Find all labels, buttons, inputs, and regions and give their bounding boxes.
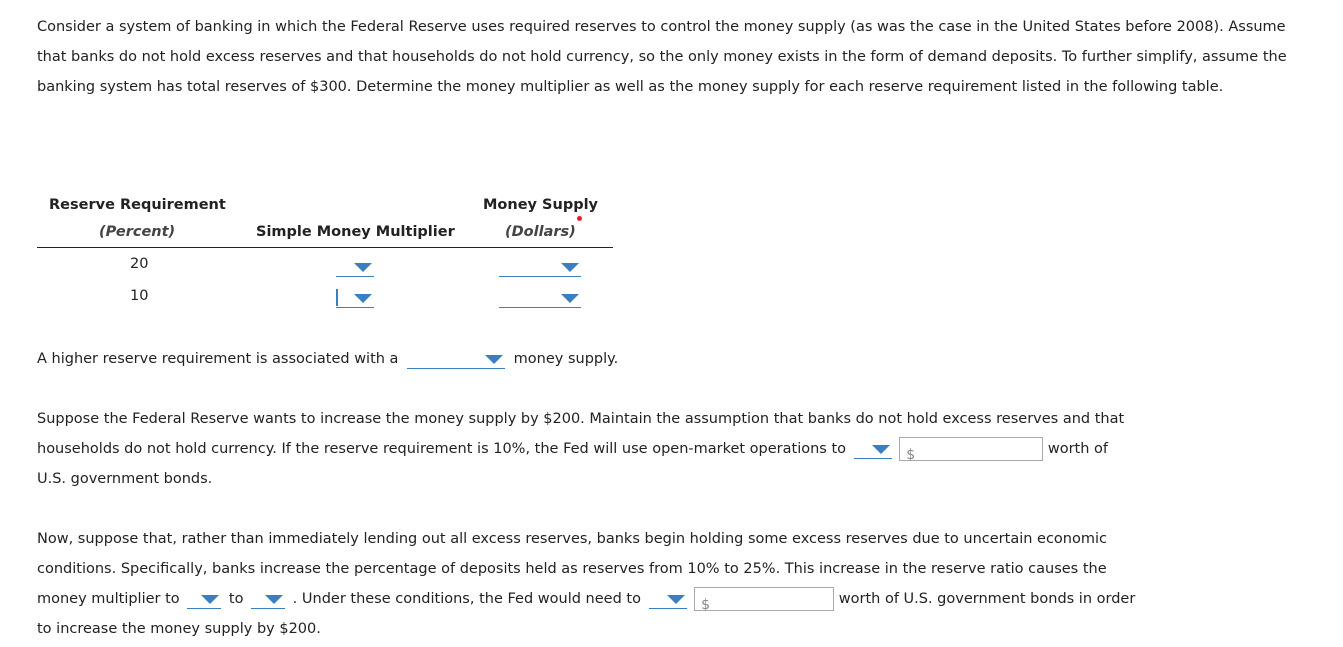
text-cursor-icon [336,289,338,306]
multiplier-dropdown-row2[interactable] [336,288,374,308]
q3-line3: U.S. government bonds. [37,471,213,487]
q3-line2-suffix: worth of [1047,441,1109,457]
col-header-reserve: Reserve Requirement [49,197,226,213]
q2-suffix: money supply. [513,351,619,367]
fed-amount-input[interactable] [713,589,831,611]
col-subheader-dollars: (Dollars) [505,224,576,240]
chevron-down-icon [354,263,372,272]
col-header-multiplier: Simple Money Multiplier [256,224,455,240]
money-supply-dropdown-row1[interactable] [499,257,581,277]
q4-line1: Now, suppose that, rather than immediately lending out all excess reserves, banks begin holding some excess reserves due to uncertain economic [37,531,1107,547]
q4-line3 [37,584,1135,614]
omo-amount-field[interactable] [899,437,1043,461]
omo-action-dropdown[interactable] [854,439,892,459]
chevron-down-icon [485,355,503,364]
omo-amount-input[interactable] [918,439,1040,461]
q4-to-word: to [228,591,244,607]
chevron-down-icon [354,294,372,303]
chevron-down-icon [872,445,890,454]
multiplier-to-dropdown[interactable] [251,589,285,609]
col-header-money-supply: Money Supply [483,197,598,213]
chevron-down-icon [561,294,579,303]
fed-action-dropdown[interactable] [649,589,687,609]
q2-sentence [37,344,618,374]
q3-line2 [37,434,1108,464]
chevron-down-icon [265,595,283,604]
multiplier-from-dropdown[interactable] [187,589,221,609]
q3-line2-prefix: households do not hold currency. If the reserve requirement is 10%, the Fed will use open-market operations to [37,441,847,457]
multiplier-dropdown-row1[interactable] [336,257,374,277]
q4-line3-suffix: worth of U.S. government bonds in order [838,591,1136,607]
money-supply-size-dropdown[interactable] [407,349,505,369]
q2-prefix: A higher reserve requirement is associated with a [37,351,399,367]
q4-line2: conditions. Specifically, banks increase the percentage of deposits held as reserves from 10% to 25%. This increase in the reserve ratio causes the [37,561,1107,577]
col-subheader-percent: (Percent) [99,224,176,240]
q4-line4: to increase the money supply by $200. [37,621,321,637]
reserve-value-row2: 10 [130,288,149,304]
q3-line1: Suppose the Federal Reserve wants to increase the money supply by $200. Maintain the assumption that banks do not hold excess reserves and that [37,411,1125,427]
required-indicator [577,216,582,221]
dollar-sign: $ [906,447,916,463]
q4-line3-mid: . Under these conditions, the Fed would need to [292,591,641,607]
fed-amount-field[interactable] [694,587,834,611]
chevron-down-icon [201,595,219,604]
table-header-rule [37,247,613,248]
q4-line3-prefix: money multiplier to [37,591,180,607]
chevron-down-icon [561,263,579,272]
chevron-down-icon [667,595,685,604]
reserve-value-row1: 20 [130,256,149,272]
intro-paragraph: Consider a system of banking in which the Federal Reserve uses required reserves to control the money supply (as was the case in the United States before 2008). Assume that banks do not hold excess reserves and that households do not hold currency, so the only money exists in the form of demand deposits. To further simplify, assume the banking system has total reserves of $300. Determine the money multiplier as well as the money supply for each reserve requirement listed in the following table. [37,19,1287,95]
money-supply-dropdown-row2[interactable] [499,288,581,308]
dollar-sign: $ [701,597,711,613]
